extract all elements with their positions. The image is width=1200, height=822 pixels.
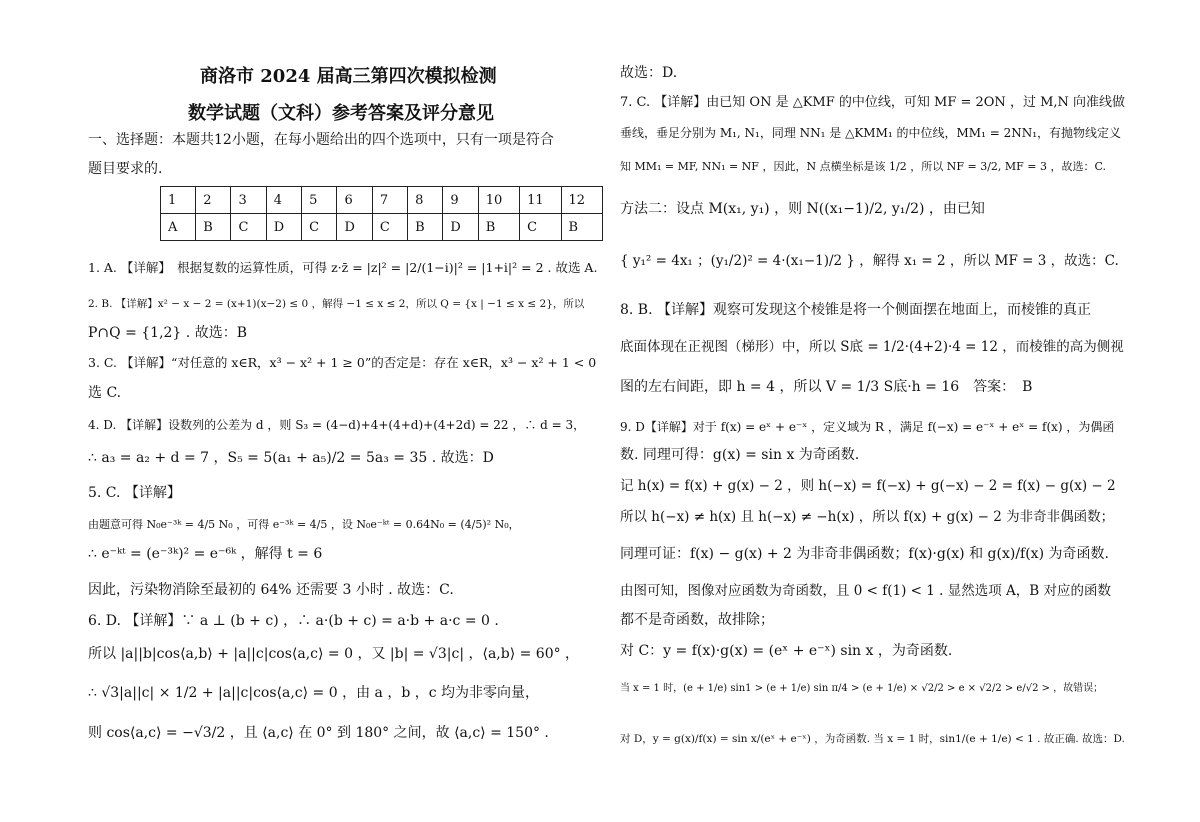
table-cell: D xyxy=(443,214,478,241)
table-cell: 11 xyxy=(520,187,561,214)
solution-line: 当 x = 1 时，(e + 1/e) sin1 > (e + 1/e) sin π/4 > (e + 1/e) × √2/2 > e × √2/2 > e/√2 > ，故错误； xyxy=(620,683,1104,694)
solution-line: 3. C. 【详解】“对任意的 x∈R，x³ − x² + 1 ≥ 0”的否定是：存在 x∈R，x³ − x² + 1 < 0 xyxy=(88,355,597,370)
table-cell: A xyxy=(161,214,196,241)
section-heading: 一、选择题：本题共12小题，在每小题给出的四个选项中，只有一项是符合 xyxy=(88,132,554,148)
table-cell: 8 xyxy=(408,187,443,214)
solution-line: 对 C：y = f(x)·g(x) = (eˣ + e⁻ˣ) sin x ，为奇函数. xyxy=(620,643,953,659)
table-cell: 1 xyxy=(161,187,196,214)
solution-line: P∩Q = {1,2} . 故选：B xyxy=(88,325,247,341)
table-cell: 7 xyxy=(372,187,407,214)
solution-line: 数. 同理可得：g(x) = sin x 为奇函数. xyxy=(620,447,860,463)
table-cell: B xyxy=(561,214,602,241)
solution-line: ∴ √3|a||c| × 1/2 + |a||c|cos⟨a,c⟩ = 0 ，由 a ，b ，c 均为非零向量， xyxy=(88,685,540,701)
answer-table-numbers-row xyxy=(161,187,603,214)
table-cell: 6 xyxy=(337,187,372,214)
table-cell: D xyxy=(266,214,301,241)
table-cell: 4 xyxy=(266,187,301,214)
answer-table xyxy=(160,186,603,241)
solution-line: 记 h(x) = f(x) + g(x) − 2 ，则 h(−x) = f(−x) + g(−x) − 2 = f(x) − g(x) − 2 xyxy=(620,478,1116,494)
solution-line: 由题意可得 N₀e⁻³ᵏ = 4/5 N₀ ，可得 e⁻³ᵏ = 4/5 ，设 N₀e⁻ᵏᵗ = 0.64N₀ = (4/5)² N₀， xyxy=(88,518,520,531)
solution-line: 所以 h(−x) ≠ h(x) 且 h(−x) ≠ −h(x) ，所以 f(x) + g(x) − 2 为非奇非偶函数； xyxy=(620,509,1115,525)
table-cell: B xyxy=(196,214,231,241)
table-cell: B xyxy=(408,214,443,241)
solution-line: 垂线，垂足分别为 M₁, N₁，同理 NN₁ 是 △KMM₁ 的中位线，MM₁ = 2NN₁，有抛物线定义 xyxy=(620,126,1122,140)
solution-line: ∴ e⁻ᵏᵗ = (e⁻³ᵏ)² = e⁻⁶ᵏ ，解得 t = 6 xyxy=(88,546,323,562)
solution-line: 选 C. xyxy=(88,385,122,401)
page-subtitle: 数学试题（文科）参考答案及评分意见 xyxy=(188,103,494,124)
solution-line: 1. A. 【详解】 根据复数的运算性质，可得 z·z̄ = |z|² = |2/(1−i)|² = |1+i|² = 2 . 故选 A. xyxy=(88,260,598,275)
solution-line: 8. B. 【详解】观察可发现这个棱锥是将一个侧面摆在地面上，而棱锥的真正 xyxy=(620,302,1091,318)
table-cell: C xyxy=(302,214,337,241)
solution-line: 由图可知，图像对应函数为奇函数，且 0 < f(1) < 1 . 显然选项 A，B 对应的函数 xyxy=(620,583,1112,599)
solution-line: 5. C. 【详解】 xyxy=(88,485,181,501)
solution-line: 图的左右间距，即 h = 4 ，所以 V = 1/3 S底·h = 16 答案： B xyxy=(620,379,1033,395)
solution-line: 9. D【详解】对于 f(x) = eˣ + e⁻ˣ ，定义域为 R ，满足 f(−x) = e⁻ˣ + eˣ = f(x) ，为偶函 xyxy=(620,420,1115,434)
solution-line: 6. D. 【详解】∵ a ⊥ (b + c) ，∴ a·(b + c) = a·b + a·c = 0 . xyxy=(88,613,499,629)
solution-line: 都不是奇函数，故排除； xyxy=(620,612,774,628)
solution-line: 方法二：设点 M(x₁, y₁) ，则 N((x₁−1)/2, y₁/2) ，由已知 xyxy=(620,201,985,217)
solution-line: 7. C. 【详解】由已知 ON 是 △KMF 的中位线，可知 MF = 2ON ，过 M,N 向准线做 xyxy=(620,95,1126,110)
table-cell: 10 xyxy=(478,187,519,214)
table-cell: B xyxy=(478,214,519,241)
section-heading-cont: 题目要求的. xyxy=(88,161,163,177)
page-title: 商洛市 2024 届高三第四次模拟检测 xyxy=(200,66,497,87)
solution-line: ∴ a₃ = a₂ + d = 7 ，S₅ = 5(a₁ + a₅)/2 = 5a₃ = 35 . 故选：D xyxy=(88,450,494,466)
solution-line: 4. D. 【详解】设数列的公差为 d ，则 S₃ = (4−d)+4+(4+d)+(4+2d) = 22 ，∴ d = 3， xyxy=(88,418,586,432)
table-cell: 3 xyxy=(231,187,266,214)
solution-line: 所以 |a||b|cos⟨a,b⟩ + |a||c|cos⟨a,c⟩ = 0 ，又 |b| = √3|c| ，⟨a,b⟩ = 60° ， xyxy=(88,646,580,662)
solution-line: 则 cos⟨a,c⟩ = −√3/2 ，且 ⟨a,c⟩ 在 0° 到 180° 之间，故 ⟨a,c⟩ = 150° . xyxy=(88,725,549,741)
solution-line: 同理可证：f(x) − g(x) + 2 为非奇非偶函数；f(x)·g(x) 和 g(x)/f(x) 为奇函数. xyxy=(620,546,1109,562)
table-cell: C xyxy=(520,214,561,241)
solution-line: 底面体现在正视图（梯形）中，所以 S底 = 1/2·(4+2)·4 = 12 ，而棱锥的高为侧视 xyxy=(620,339,1124,355)
solution-line: 对 D，y = g(x)/f(x) = sin x/(eˣ + e⁻ˣ) ，为奇函数. 当 x = 1 时，sin1/(e + 1/e) < 1 . 故正确. 故选：D. xyxy=(620,733,1125,745)
answer-table-answers-row xyxy=(161,214,603,241)
solution-line: 知 MM₁ = MF, NN₁ = NF ，因此，N 点横坐标是该 1/2 ，所以 NF = 3/2, MF = 3 ，故选：C. xyxy=(620,160,1107,173)
table-cell: 2 xyxy=(196,187,231,214)
table-cell: C xyxy=(231,214,266,241)
solution-line: 2. B. 【详解】x² − x − 2 = (x+1)(x−2) ≤ 0 ，解得 −1 ≤ x ≤ 2，所以 Q = {x | −1 ≤ x ≤ 2}，所以 xyxy=(88,298,585,310)
table-cell: D xyxy=(337,214,372,241)
table-cell: 12 xyxy=(561,187,602,214)
solution-line: 故选：D. xyxy=(620,65,678,81)
solution-line: 因此，污染物消除至最初的 64% 还需要 3 小时 . 故选：C. xyxy=(88,582,454,598)
table-cell: C xyxy=(372,214,407,241)
table-cell: 9 xyxy=(443,187,478,214)
table-cell: 5 xyxy=(302,187,337,214)
solution-line: { y₁² = 4x₁ ；(y₁/2)² = 4·(x₁−1)/2 } ，解得 x₁ = 2 ，所以 MF = 3 ，故选：C. xyxy=(620,253,1119,269)
